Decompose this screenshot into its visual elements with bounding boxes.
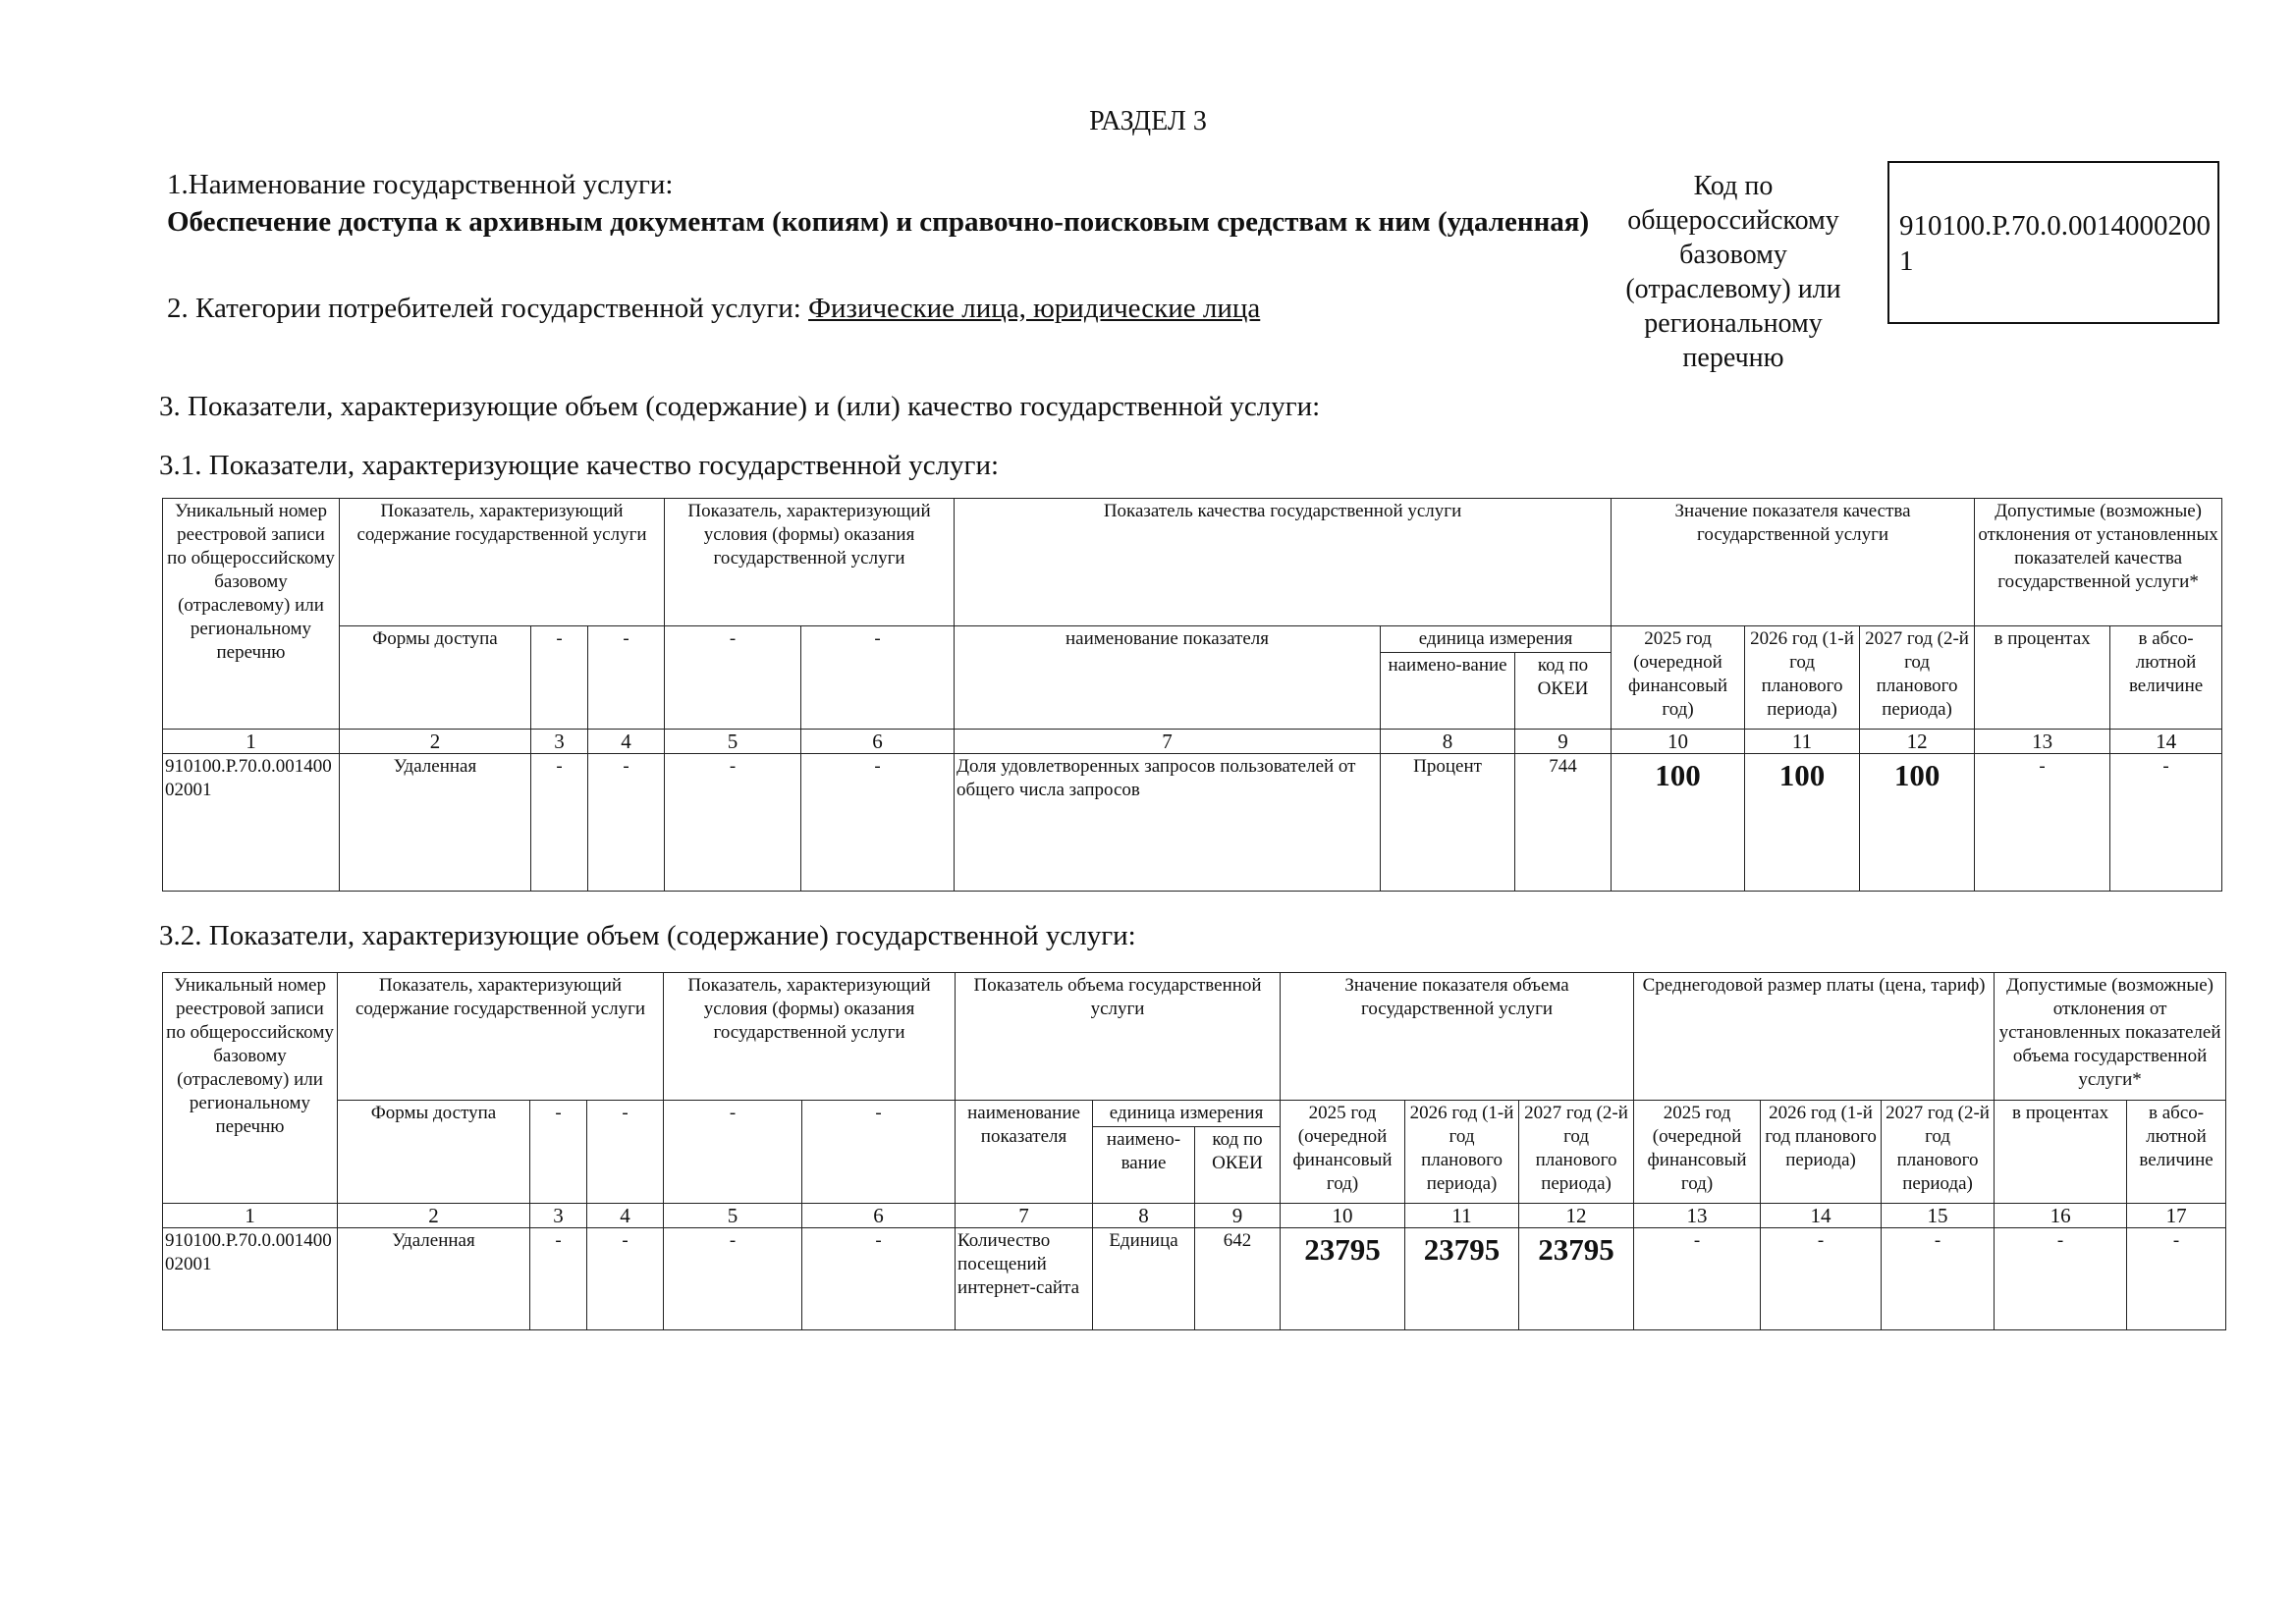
header-forms: Формы доступа — [338, 1101, 530, 1204]
col-number: 5 — [664, 1204, 802, 1228]
col-number: 2 — [338, 1204, 530, 1228]
row-okei: 744 — [1515, 754, 1612, 892]
header-unique: Уникальный номер реестровой записи по общероссийскому базовому (отраслевому) или региональному перечню — [163, 973, 338, 1204]
header-content: Показатель, характеризующий содержание государственной услуги — [340, 499, 665, 626]
row-form: Удаленная — [338, 1228, 530, 1330]
consumers-value: Физические лица, юридические лица — [808, 293, 1261, 324]
row-dev-absolute: - — [2127, 1228, 2226, 1330]
header-conditions: Показатель, характеризующий условия (формы) оказания государственной услуги — [664, 973, 956, 1101]
row-c5: - — [665, 754, 801, 892]
header-unit-name: наимено-вание — [1093, 1127, 1195, 1204]
heading-3: 3. Показатели, характеризующие объем (содержание) и (или) качество государственной услуги: — [159, 391, 1321, 422]
volume-table — [162, 972, 2226, 1330]
col-number: 13 — [1634, 1204, 1761, 1228]
col-number: 7 — [955, 730, 1381, 754]
col-number: 6 — [801, 730, 955, 754]
row-c6: - — [802, 1228, 956, 1330]
row-value-2026: 23795 — [1405, 1228, 1519, 1330]
row-c3: - — [530, 1228, 587, 1330]
col-number: 1 — [163, 730, 340, 754]
row-fee-2025: - — [1634, 1228, 1761, 1330]
row-dev-percent: - — [1995, 1228, 2127, 1330]
header-quality: Показатель качества государственной услуги — [955, 499, 1612, 626]
row-c4: - — [588, 754, 665, 892]
header-unit: единица измерения — [1381, 626, 1612, 653]
header-indicator-name: наименование показателя — [955, 626, 1381, 730]
header-unit: единица измерения — [1093, 1101, 1281, 1127]
header-unit-name: наимено-вание — [1381, 653, 1515, 730]
header-unique: Уникальный номер реестровой записи по общероссийскому базовому (отраслевому) или региональному перечню — [163, 499, 340, 730]
col-number: 10 — [1612, 730, 1745, 754]
row-unit: Процент — [1381, 754, 1515, 892]
header-dash: - — [665, 626, 801, 730]
consumers-label: 2. Категории потребителей государственной услуги: — [167, 293, 801, 324]
row-dev-percent: - — [1975, 754, 2110, 892]
header-2026: 2026 год (1-й год планового периода) — [1745, 626, 1860, 730]
row-fee-2027: - — [1882, 1228, 1995, 1330]
header-fee: Среднегодовой размер платы (цена, тариф) — [1634, 973, 1995, 1101]
header-okei: код по ОКЕИ — [1195, 1127, 1281, 1204]
row-code: 910100.Р.70.0.00140002001 — [163, 1228, 338, 1330]
quality-table — [162, 498, 2222, 892]
header-dash: - — [802, 1101, 956, 1204]
header-dash: - — [801, 626, 955, 730]
heading-3-2: 3.2. Показатели, характеризующие объем (содержание) государственной услуги: — [159, 920, 1136, 951]
service-name-label: 1.Наименование государственной услуги: — [167, 169, 674, 200]
header-2025: 2025 год (очередной финансовый год) — [1612, 626, 1745, 730]
service-name: Обеспечение доступа к архивным документам (копиям) и справочно-поисковым средствам к ним (удаленная) — [167, 206, 1590, 238]
row-c5: - — [664, 1228, 802, 1330]
header-2027: 2027 год (2-й год планового периода) — [1519, 1101, 1634, 1204]
header-absolute: в абсо-лютной величине — [2127, 1101, 2226, 1204]
row-okei: 642 — [1195, 1228, 1281, 1330]
row-unit: Единица — [1093, 1228, 1195, 1330]
header-volume: Показатель объема государственной услуги — [956, 973, 1281, 1101]
row-code: 910100.Р.70.0.00140002001 — [163, 754, 340, 892]
col-number: 10 — [1281, 1204, 1405, 1228]
row-c3: - — [531, 754, 588, 892]
col-number: 9 — [1515, 730, 1612, 754]
col-number: 4 — [588, 730, 665, 754]
row-value-2025: 100 — [1612, 754, 1745, 892]
row-fee-2026: - — [1761, 1228, 1882, 1330]
col-number: 6 — [802, 1204, 956, 1228]
header-absolute: в абсо-лютной величине — [2110, 626, 2222, 730]
col-number: 7 — [956, 1204, 1093, 1228]
row-dev-absolute: - — [2110, 754, 2222, 892]
header-percent: в процентах — [1995, 1101, 2127, 1204]
col-number: 14 — [1761, 1204, 1882, 1228]
header-dash: - — [587, 1101, 664, 1204]
row-indicator: Количество посещений интернет-сайта — [956, 1228, 1093, 1330]
section-title: РАЗДЕЛ 3 — [1089, 106, 1207, 136]
header-2027: 2027 год (2-й год планового периода) — [1860, 626, 1975, 730]
header-2026: 2026 год (1-й год планового периода) — [1405, 1101, 1519, 1204]
col-number: 13 — [1975, 730, 2110, 754]
col-number: 5 — [665, 730, 801, 754]
consumers-line — [167, 293, 1260, 325]
header-fee-2026: 2026 год (1-й год планового периода) — [1761, 1101, 1882, 1204]
header-fee-2025: 2025 год (очередной финансовый год) — [1634, 1101, 1761, 1204]
col-number: 4 — [587, 1204, 664, 1228]
header-percent: в процентах — [1975, 626, 2110, 730]
heading-3-1: 3.1. Показатели, характеризующие качество государственной услуги: — [159, 450, 1000, 481]
col-number: 17 — [2127, 1204, 2226, 1228]
row-c6: - — [801, 754, 955, 892]
col-number: 8 — [1381, 730, 1515, 754]
row-value-2025: 23795 — [1281, 1228, 1405, 1330]
header-value: Значение показателя объема государственной услуги — [1281, 973, 1634, 1101]
header-dash: - — [530, 1101, 587, 1204]
col-number: 12 — [1519, 1204, 1634, 1228]
col-number: 3 — [530, 1204, 587, 1228]
col-number: 16 — [1995, 1204, 2127, 1228]
code-box: 910100.Р.70.0.00140002001 — [1887, 161, 2219, 324]
header-okei: код по ОКЕИ — [1515, 653, 1612, 730]
header-deviation: Допустимые (возможные) отклонения от установленных показателей качества государственной услуги* — [1975, 499, 2222, 626]
col-number: 3 — [531, 730, 588, 754]
col-number: 12 — [1860, 730, 1975, 754]
col-number: 1 — [163, 1204, 338, 1228]
row-c4: - — [587, 1228, 664, 1330]
header-indicator-name: наименование показателя — [956, 1101, 1093, 1204]
col-number: 11 — [1745, 730, 1860, 754]
header-content: Показатель, характеризующий содержание государственной услуги — [338, 973, 664, 1101]
header-dash: - — [588, 626, 665, 730]
row-value-2027: 100 — [1860, 754, 1975, 892]
col-number: 9 — [1195, 1204, 1281, 1228]
row-indicator: Доля удовлетворенных запросов пользователей от общего числа запросов — [955, 754, 1381, 892]
row-value-2027: 23795 — [1519, 1228, 1634, 1330]
row-value-2026: 100 — [1745, 754, 1860, 892]
header-conditions: Показатель, характеризующий условия (формы) оказания государственной услуги — [665, 499, 955, 626]
col-number: 11 — [1405, 1204, 1519, 1228]
header-dash: - — [664, 1101, 802, 1204]
header-deviation: Допустимые (возможные) отклонения от установленных показателей объема государственной услуги* — [1995, 973, 2226, 1101]
header-value: Значение показателя качества государственной услуги — [1612, 499, 1975, 626]
header-dash: - — [531, 626, 588, 730]
col-number: 2 — [340, 730, 531, 754]
code-label: Код по общероссийскому базовому (отраслевому) или региональному перечню — [1625, 171, 1841, 373]
row-form: Удаленная — [340, 754, 531, 892]
col-number: 14 — [2110, 730, 2222, 754]
header-forms: Формы доступа — [340, 626, 531, 730]
header-2025: 2025 год (очередной финансовый год) — [1281, 1101, 1405, 1204]
header-fee-2027: 2027 год (2-й год планового периода) — [1882, 1101, 1995, 1204]
col-number: 8 — [1093, 1204, 1195, 1228]
col-number: 15 — [1882, 1204, 1995, 1228]
